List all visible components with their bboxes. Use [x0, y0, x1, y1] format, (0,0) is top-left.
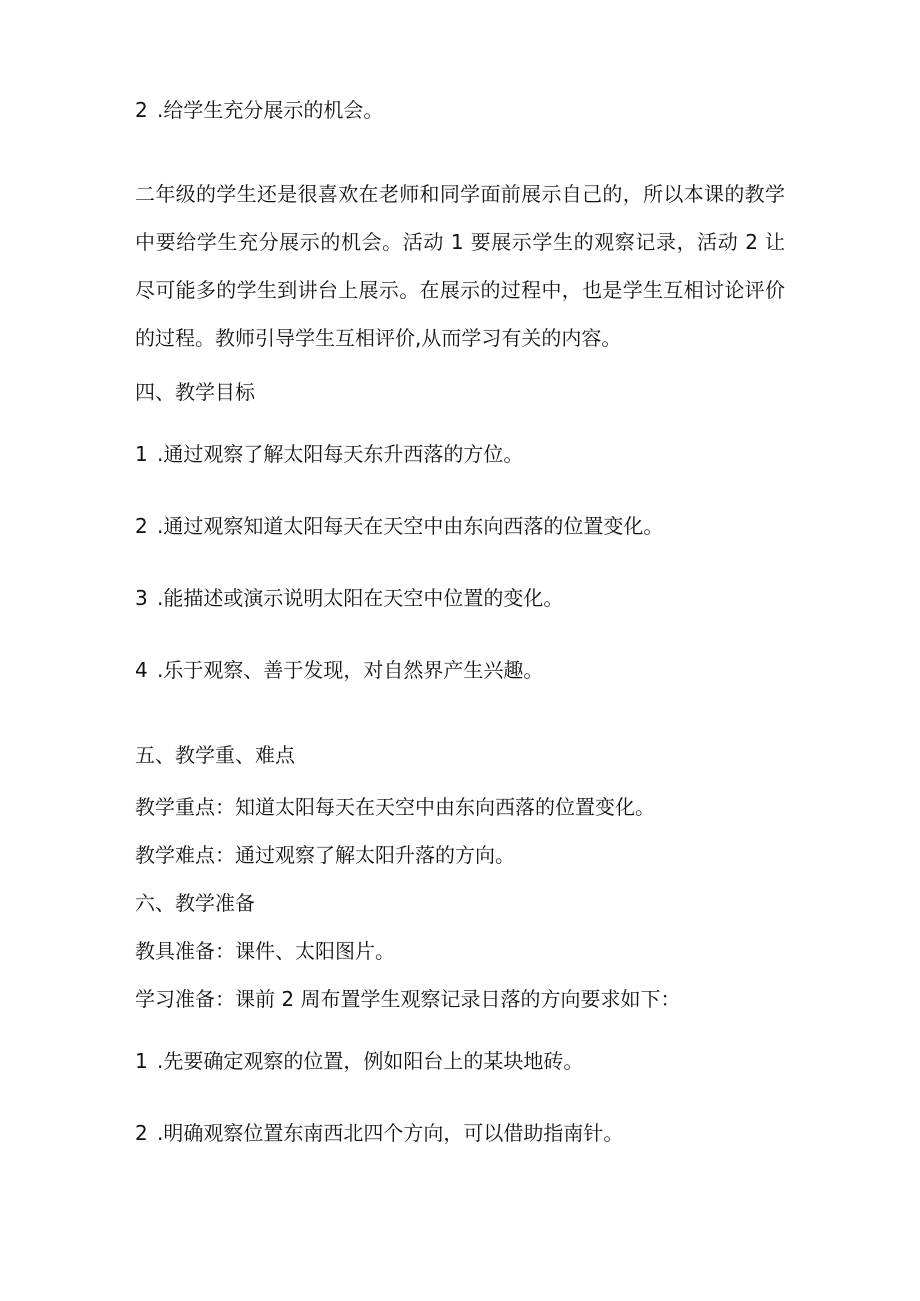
list-text: .通过观察了解太阳每天东升西落的方位。: [157, 442, 524, 466]
teacher-prep-text: 教具准备：课件、太阳图片。: [135, 939, 395, 963]
list-number: 1: [135, 442, 148, 466]
list-number: 1: [135, 1049, 148, 1073]
section-heading-preparation: 六、教学准备: [135, 891, 255, 915]
list-item: [135, 586, 563, 610]
list-text: .给学生充分展示的机会。: [157, 98, 384, 122]
list-item: [135, 1121, 623, 1145]
list-item: [135, 98, 383, 122]
section-heading-goals: 四、教学目标: [135, 380, 255, 404]
list-item: [135, 658, 543, 682]
list-number: 4: [135, 658, 148, 682]
list-item: [135, 1049, 583, 1073]
list-number: 2: [135, 514, 148, 538]
list-text: .乐于观察、善于发现，对自然界产生兴趣。: [157, 658, 544, 682]
list-number: 2: [135, 98, 148, 122]
difficulty-text: 教学难点：通过观察了解太阳升落的方向。: [135, 843, 515, 867]
student-prep-text: 学习准备：课前 2 周布置学生观察记录日落的方向要求如下：: [135, 987, 681, 1011]
body-paragraph: 二年级的学生还是很喜欢在老师和同学面前展示自己的，所以本课的教学中要给学生充分展示的机会。活动 1 要展示学生的观察记录，活动 2 让尽可能多的学生到讲台上展示。在展示的过程中，也是学生互相讨论评价的过程。教师引导学生互相评价,从而学习有关的内容。: [135, 182, 785, 350]
list-text: .通过观察知道太阳每天在天空中由东向西落的位置变化。: [157, 514, 664, 538]
list-text: .能描述或演示说明太阳在天空中位置的变化。: [157, 586, 564, 610]
list-text: .先要确定观察的位置，例如阳台上的某块地砖。: [157, 1049, 584, 1073]
section-heading-key-points: 五、教学重、难点: [135, 743, 295, 767]
list-item: [135, 442, 523, 466]
list-text: .明确观察位置东南西北四个方向，可以借助指南针。: [157, 1121, 624, 1145]
key-point-text: 教学重点：知道太阳每天在天空中由东向西落的位置变化。: [135, 795, 655, 819]
list-number: 3: [135, 586, 148, 610]
list-number: 2: [135, 1121, 148, 1145]
list-item: [135, 514, 663, 538]
